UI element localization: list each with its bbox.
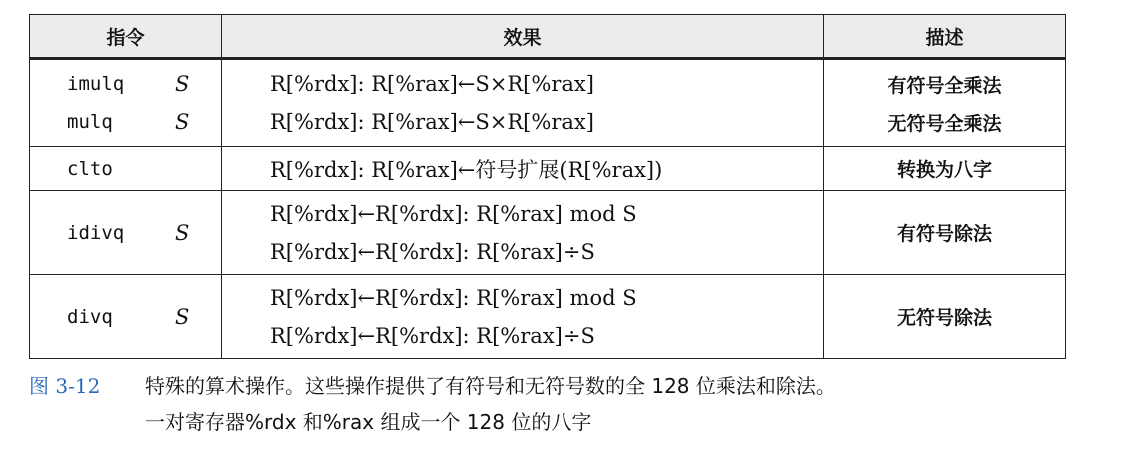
table-row (30, 147, 1066, 191)
instruction-cell (30, 147, 222, 191)
effect-cell (222, 147, 824, 191)
instruction-name: clto (67, 157, 113, 180)
header-instruction: 指令 (30, 15, 222, 59)
effect-cell (222, 275, 824, 359)
instruction-operand: S (175, 110, 190, 134)
instruction-cell (30, 191, 222, 275)
instruction-operand: S (175, 220, 190, 245)
header-description: 描述 (824, 15, 1066, 59)
description-text: 转换为八字 (896, 159, 992, 181)
effect-cell (222, 191, 824, 275)
description-cell (824, 59, 1066, 147)
description-text: 有符号全乘法 (887, 74, 1002, 97)
effect-text: R[%rdx]←R[%rdx]: R[%rax] mod S (270, 285, 637, 310)
effect-text: R[%rdx]←R[%rdx]: R[%rax]÷S (270, 323, 595, 348)
instruction-name: divq (67, 305, 113, 328)
header-effect: 效果 (222, 15, 824, 59)
description-text: 无符号除法 (896, 307, 992, 329)
effect-text: R[%rdx]: R[%rax]←符号扩展(R[%rax]) (270, 157, 663, 182)
special-arithmetic-table (29, 14, 1066, 359)
instruction-cell (30, 275, 222, 359)
description-text: 有符号除法 (896, 223, 992, 245)
description-text: 无符号全乘法 (887, 112, 1002, 135)
table-row (30, 191, 1066, 275)
caption-line-2: 一对寄存器%rdx 和%rax 组成一个 128 位的八字 (145, 410, 592, 434)
table-row (30, 275, 1066, 359)
effect-text: R[%rdx]←R[%rdx]: R[%rax] mod S (270, 201, 637, 226)
instruction-operand: S (175, 72, 190, 96)
figure-caption (29, 368, 1119, 440)
instruction-name: idivq (67, 221, 125, 244)
figure-number: 图 3-12 (29, 374, 101, 398)
effect-cell (222, 59, 824, 147)
table-header-row (30, 15, 1066, 59)
description-cell (824, 147, 1066, 191)
instruction-name: imulq (67, 73, 125, 95)
table-row (30, 59, 1066, 147)
effect-text: R[%rdx]←R[%rdx]: R[%rax]÷S (270, 239, 595, 264)
instruction-name: mulq (67, 111, 113, 133)
instruction-operand: S (175, 304, 190, 329)
description-cell (824, 275, 1066, 359)
caption-line-1: 特殊的算术操作。这些操作提供了有符号和无符号数的全 128 位乘法和除法。 (145, 374, 836, 398)
effect-text: R[%rdx]: R[%rax]←S×R[%rax] (270, 72, 594, 96)
effect-text: R[%rdx]: R[%rax]←S×R[%rax] (270, 110, 594, 134)
instruction-cell (30, 59, 222, 147)
description-cell (824, 191, 1066, 275)
